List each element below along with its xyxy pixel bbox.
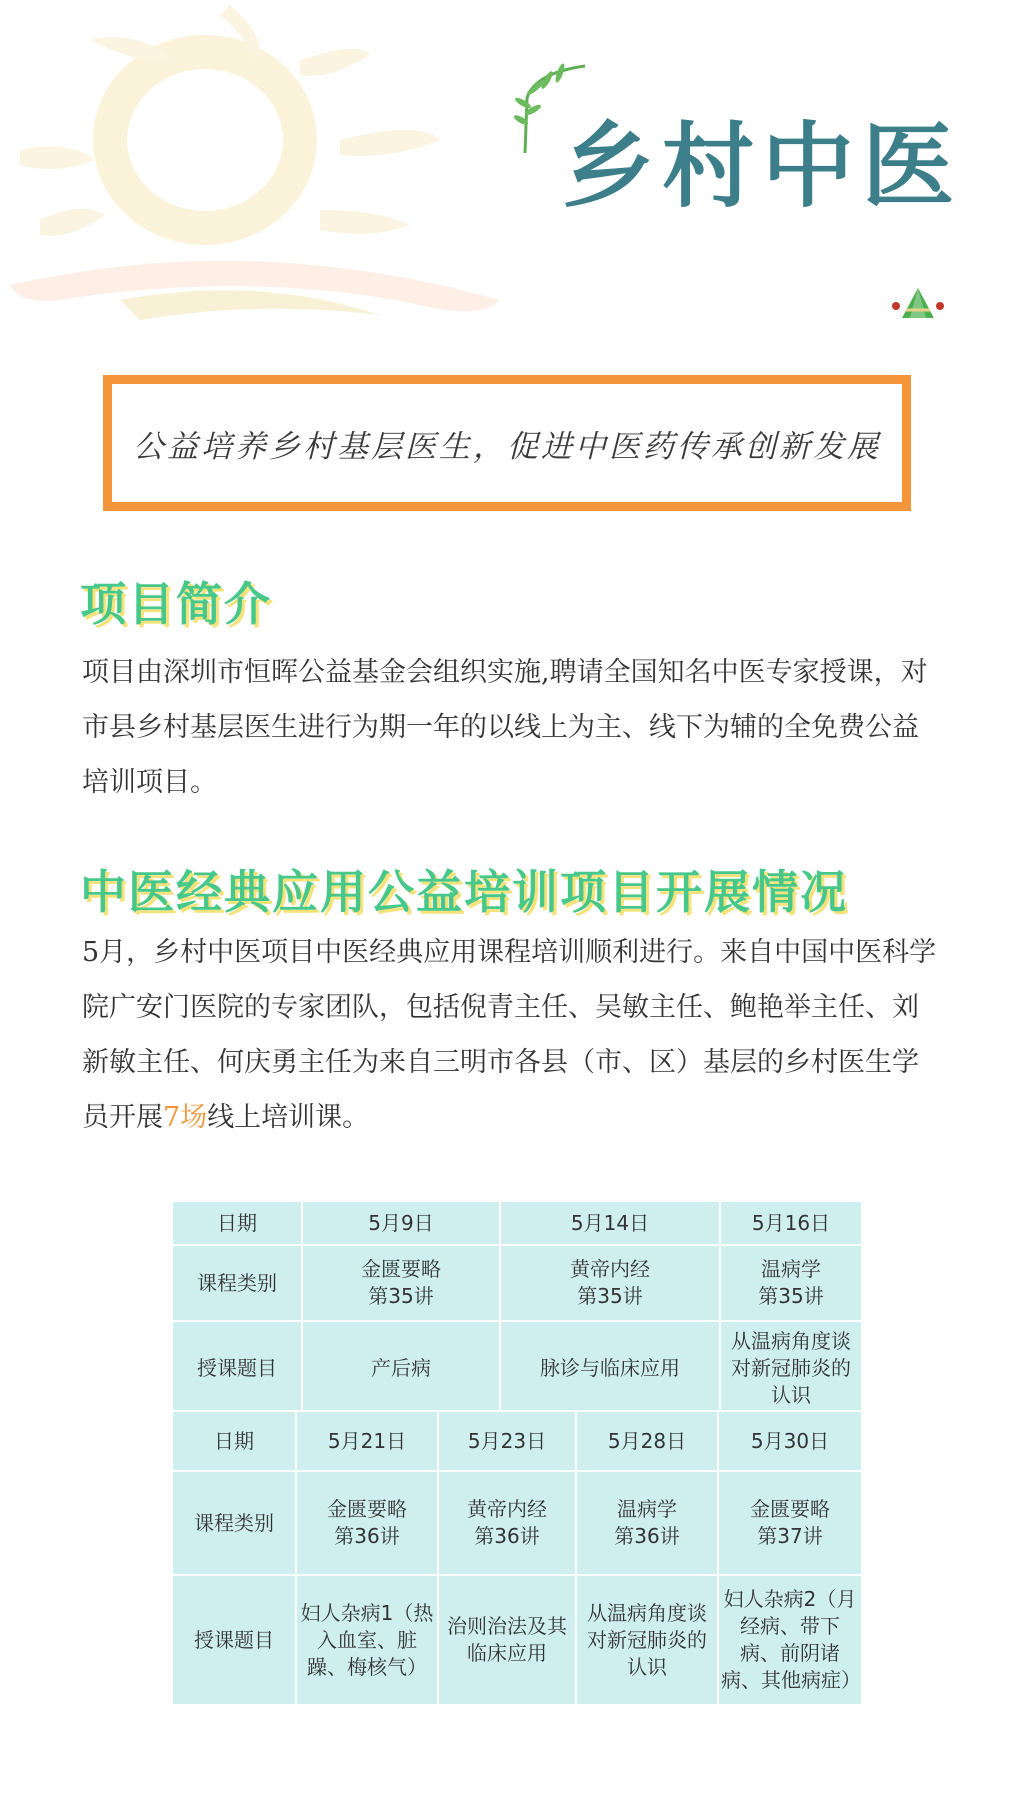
table-row (172, 1575, 862, 1705)
category-cell: 金匮要略 第37讲 (718, 1471, 862, 1575)
session-count-highlight: 7场 (163, 1102, 208, 1133)
topic-cell: 治则治法及其临床应用 (438, 1575, 576, 1705)
date-cell: 5月9日 (302, 1201, 500, 1245)
schedule-table-1 (171, 1200, 863, 1416)
sun-brushstroke-decoration (0, 0, 560, 340)
zongzi-icon (890, 284, 946, 324)
topic-cell: 产后病 (302, 1321, 500, 1415)
table-row (172, 1471, 862, 1575)
date-cell: 5月30日 (718, 1411, 862, 1471)
progress-paragraph (82, 925, 944, 1145)
date-cell: 5月28日 (576, 1411, 718, 1471)
row-label: 课程类别 (172, 1245, 302, 1321)
category-cell: 温病学 第35讲 (720, 1245, 862, 1321)
category-cell: 金匮要略 第36讲 (296, 1471, 438, 1575)
date-cell: 5月21日 (296, 1411, 438, 1471)
table-row (172, 1245, 862, 1321)
topic-cell: 妇人杂病2（月经病、带下病、前阴诸病、其他病症） (718, 1575, 862, 1705)
topic-cell: 从温病角度谈对新冠肺炎的认识 (576, 1575, 718, 1705)
table-row (172, 1321, 862, 1415)
slogan-text: 公益培养乡村基层医生，促进中医药传承创新发展 (133, 428, 881, 465)
date-cell: 5月23日 (438, 1411, 576, 1471)
category-cell: 黄帝内经 第35讲 (500, 1245, 720, 1321)
intro-heading: 项目简介 (80, 577, 272, 631)
row-label: 日期 (172, 1201, 302, 1245)
category-cell: 黄帝内经 第36讲 (438, 1471, 576, 1575)
row-label: 授课题目 (172, 1575, 296, 1705)
date-cell: 5月16日 (720, 1201, 862, 1245)
row-label: 日期 (172, 1411, 296, 1471)
page-title: 乡村中医 (562, 112, 963, 220)
topic-cell: 脉诊与临床应用 (500, 1321, 720, 1415)
progress-text-before: 5月，乡村中医项目中医经典应用课程培训顺利进行。来自中国中医科学院广安门医院的专家团队，包括倪青主任、吴敏主任、鲍艳举主任、刘新敏主任、何庆勇主任为来自三明市各县（市、区）基层的乡村医生学员开展 (82, 937, 937, 1133)
row-label: 授课题目 (172, 1321, 302, 1415)
topic-cell: 妇人杂病1（热入血室、脏躁、梅核气） (296, 1575, 438, 1705)
progress-text-after: 线上培训课。 (207, 1102, 370, 1133)
category-cell: 金匮要略 第35讲 (302, 1245, 500, 1321)
slogan-banner (103, 375, 911, 511)
topic-cell: 从温病角度谈对新冠肺炎的认识 (720, 1321, 862, 1415)
schedule-table-2 (171, 1410, 863, 1706)
row-label: 课程类别 (172, 1471, 296, 1575)
intro-paragraph: 项目由深圳市恒晖公益基金会组织实施,聘请全国知名中医专家授课，对市县乡村基层医生进行为期一年的以线上为主、线下为辅的全免费公益培训项目。 (82, 657, 928, 798)
progress-heading: 中医经典应用公益培训项目开展情况 (80, 865, 848, 919)
table-row (172, 1201, 862, 1245)
table-row (172, 1411, 862, 1471)
date-cell: 5月14日 (500, 1201, 720, 1245)
category-cell: 温病学 第36讲 (576, 1471, 718, 1575)
